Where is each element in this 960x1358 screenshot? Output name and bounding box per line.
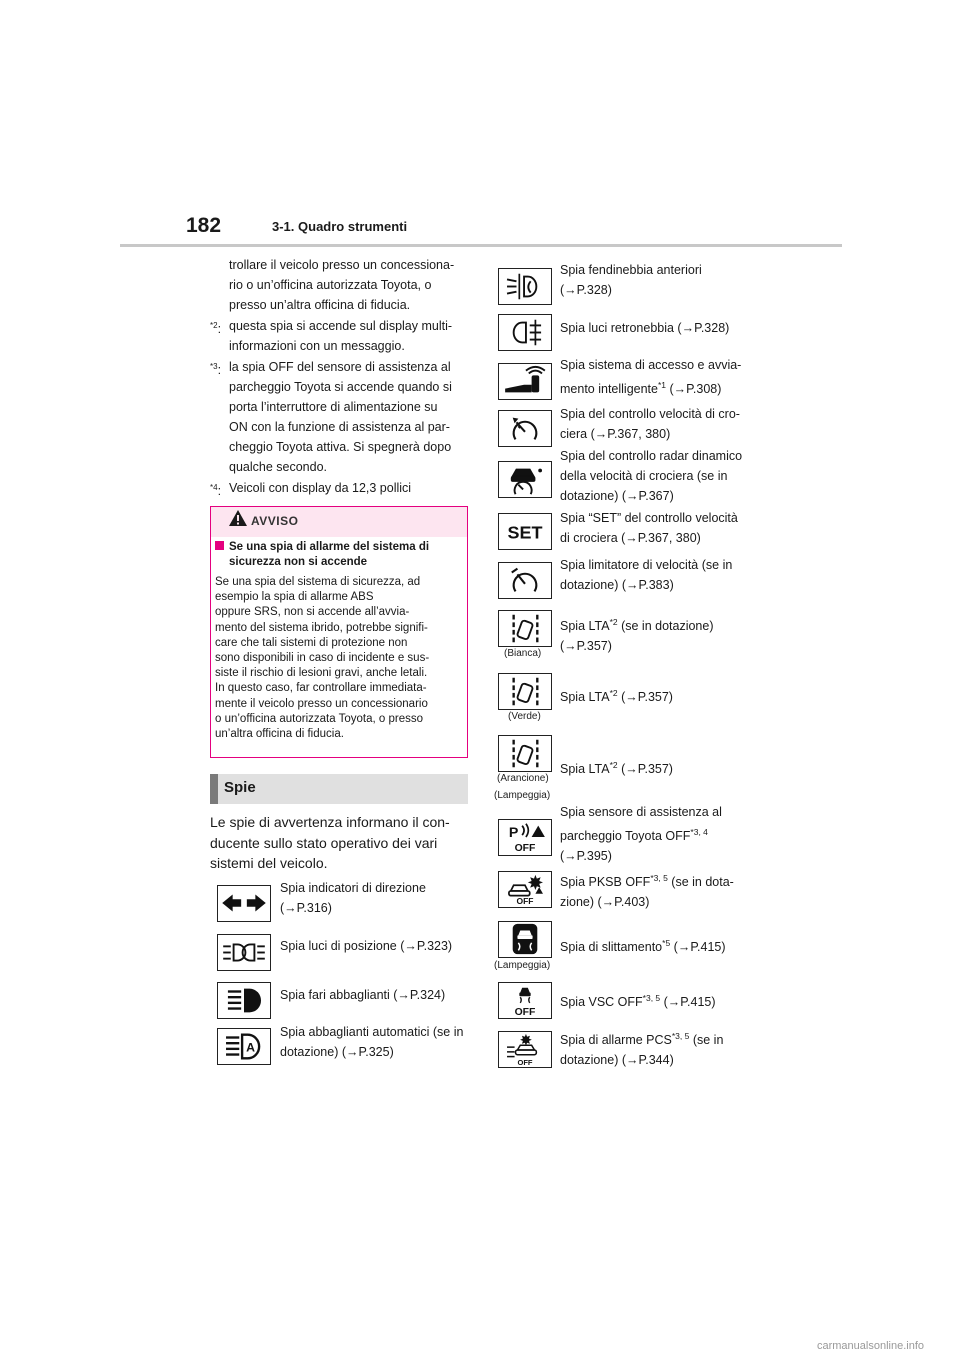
item-desc: Spia sensore di assistenza al parcheggio Toyota OFF$^{*3, 4}$ (→P.395) xyxy=(560,805,722,864)
item-desc: Spia di allarme PCS$^{*3, 5}$ (se in dotazione) (→P.344) xyxy=(560,1031,724,1068)
text-line: presso un’altra officina di fiducia. xyxy=(229,298,411,312)
item-desc: Spia fari abbaglianti (→P.324) xyxy=(280,988,446,1002)
section-title: 3-1. Quadro strumenti xyxy=(272,219,408,234)
icon-caption: (Verde) xyxy=(508,711,541,722)
icon-caption: (Lampeggia) xyxy=(494,790,551,801)
text-line: informazioni con un messaggio. xyxy=(229,339,405,353)
spie-heading: Spie xyxy=(224,779,256,796)
svg-text:P: P xyxy=(508,825,519,842)
spie-heading-accent xyxy=(210,774,218,804)
item-desc: Spia LTA$^{*2}$ (se in dotazione) (→P.357) xyxy=(560,617,714,654)
set-indicator-icon xyxy=(498,513,552,550)
set-label: SET xyxy=(507,522,543,543)
svg-text:OFF: OFF xyxy=(516,896,534,907)
lta-green-icon xyxy=(498,673,552,710)
icon-caption: (Bianca) xyxy=(504,648,542,659)
position-lights-icon xyxy=(217,934,271,971)
item-desc: Spia LTA$^{*2}$ (→P.357) xyxy=(560,760,673,777)
slip-indicator-icon xyxy=(498,921,552,958)
header-rule xyxy=(120,244,842,247)
item-desc: Spia sistema di accesso e avvia- mento intelligente$^{*1}$ (→P.308) xyxy=(560,358,742,397)
page-number: 182 xyxy=(186,214,222,237)
warning-header xyxy=(211,507,467,537)
icon-caption: (Arancione) xyxy=(497,773,549,784)
warning-subtitle: Se una spia di allarme del sistema di sicurezza non si accende xyxy=(215,540,461,570)
footnote-mark: $^{*4}$: xyxy=(210,483,222,499)
text-line: trollare il veicolo presso un concessiona- xyxy=(229,258,455,272)
item-desc: Spia del controllo radar dinamico della velocità di crociera (se in dotazione) (→P.367) xyxy=(560,449,743,503)
text-line: cheggio Toyota attiva. Si spegnerà dopo xyxy=(229,440,452,454)
item-desc: Spia luci retronebbia (→P.328) xyxy=(560,321,730,335)
item-desc: Spia abbaglianti automatici (se in dotazione) (→P.325) xyxy=(280,1025,464,1059)
icon-caption: (Lampeggia) xyxy=(494,960,551,971)
item-desc: Spia PKSB OFF$^{*3, 5}$ (se in dota- zione) (→P.403) xyxy=(560,873,734,910)
high-beam-icon xyxy=(217,982,271,1019)
pcs-warning-icon xyxy=(498,1031,552,1068)
auto-high-beam-icon xyxy=(217,1028,271,1065)
item-desc: Spia indicatori di direzione (→P.316) xyxy=(280,881,426,915)
text-line: parcheggio Toyota si accende quando si xyxy=(229,380,452,394)
lta-white-icon xyxy=(498,610,552,647)
svg-text:A: A xyxy=(246,1040,256,1055)
footnote-2 xyxy=(229,316,469,356)
text-line: rio o un’officina autorizzata Toyota, o xyxy=(229,278,432,292)
item-desc: Spia VSC OFF$^{*3, 5}$ (→P.415) xyxy=(560,993,716,1010)
item-desc: Spia luci di posizione (→P.323) xyxy=(280,939,453,953)
item-desc: Spia fendinebbia anteriori (→P.328) xyxy=(560,263,702,297)
warning-title: AVVISO xyxy=(251,514,299,528)
turn-signal-arrows-icon xyxy=(217,885,271,922)
item-desc: Spia del controllo velocità di cro- ciera (→P.367, 380) xyxy=(560,407,740,441)
lta-orange-icon xyxy=(498,735,552,772)
footnote-mark: $^{*3}$: xyxy=(210,362,222,378)
parking-assist-off-icon xyxy=(498,819,552,856)
text-line: qualche secondo. xyxy=(229,460,327,474)
footnote-3 xyxy=(229,357,469,477)
continuation-text xyxy=(229,255,469,315)
text-line: porta l’interruttore di alimentazione su xyxy=(229,400,438,414)
pksb-off-icon xyxy=(498,871,552,908)
footnote-4 xyxy=(229,478,469,498)
vsc-off-icon xyxy=(498,982,552,1019)
radar-cruise-icon xyxy=(498,461,552,498)
item-desc: Spia limitatore di velocità (se in dotazione) (→P.383) xyxy=(560,558,733,592)
watermark: carmanualsonline.info xyxy=(816,1340,924,1352)
spie-intro: Le spie di avvertenza informano il con- ducente sullo stato operativo dei vari sistemi del veicolo. xyxy=(210,814,450,871)
smart-key-icon xyxy=(498,363,552,400)
text-line: ON con la funzione di assistenza al par- xyxy=(229,420,450,434)
rear-fog-light-icon xyxy=(498,314,552,351)
item-desc: Spia “SET” del controllo velocità di crociera (→P.367, 380) xyxy=(560,511,738,545)
text-line: questa spia si accende sul display multi- xyxy=(229,319,453,333)
svg-text:OFF: OFF xyxy=(517,1058,533,1067)
warning-triangle-icon xyxy=(228,509,248,527)
speed-limiter-icon xyxy=(498,562,552,599)
front-fog-light-icon xyxy=(498,268,552,305)
item-desc: Spia di slittamento$^{*5}$ (→P.415) xyxy=(560,938,726,955)
svg-text:OFF: OFF xyxy=(514,843,536,855)
warning-body: Se una spia del sistema di sicurezza, ad esempio la spia di allarme ABS oppure SRS, non si accende all’avvia- mento del sistema ibrido, potrebbe signifi- care che tali sistemi di protezione non sono disponibili in caso di incidente e sus- siste il rischio di lesioni gravi, anche letali. In questo caso, far controllare immediata- mente il veicolo presso un concessionario o un’officina autorizzata Toyota, o presso un’altra officina di fiducia. xyxy=(215,576,430,741)
item-desc: Spia LTA$^{*2}$ (→P.357) xyxy=(560,688,673,705)
bullet-square-icon xyxy=(215,541,224,550)
footnote-mark: $^{*2}$: xyxy=(210,321,222,337)
svg-text:OFF: OFF xyxy=(514,1007,536,1018)
text-line: Veicoli con display da 12,3 pollici xyxy=(229,481,412,495)
text-line: la spia OFF del sensore di assistenza al xyxy=(229,360,451,374)
cruise-control-icon xyxy=(498,410,552,447)
